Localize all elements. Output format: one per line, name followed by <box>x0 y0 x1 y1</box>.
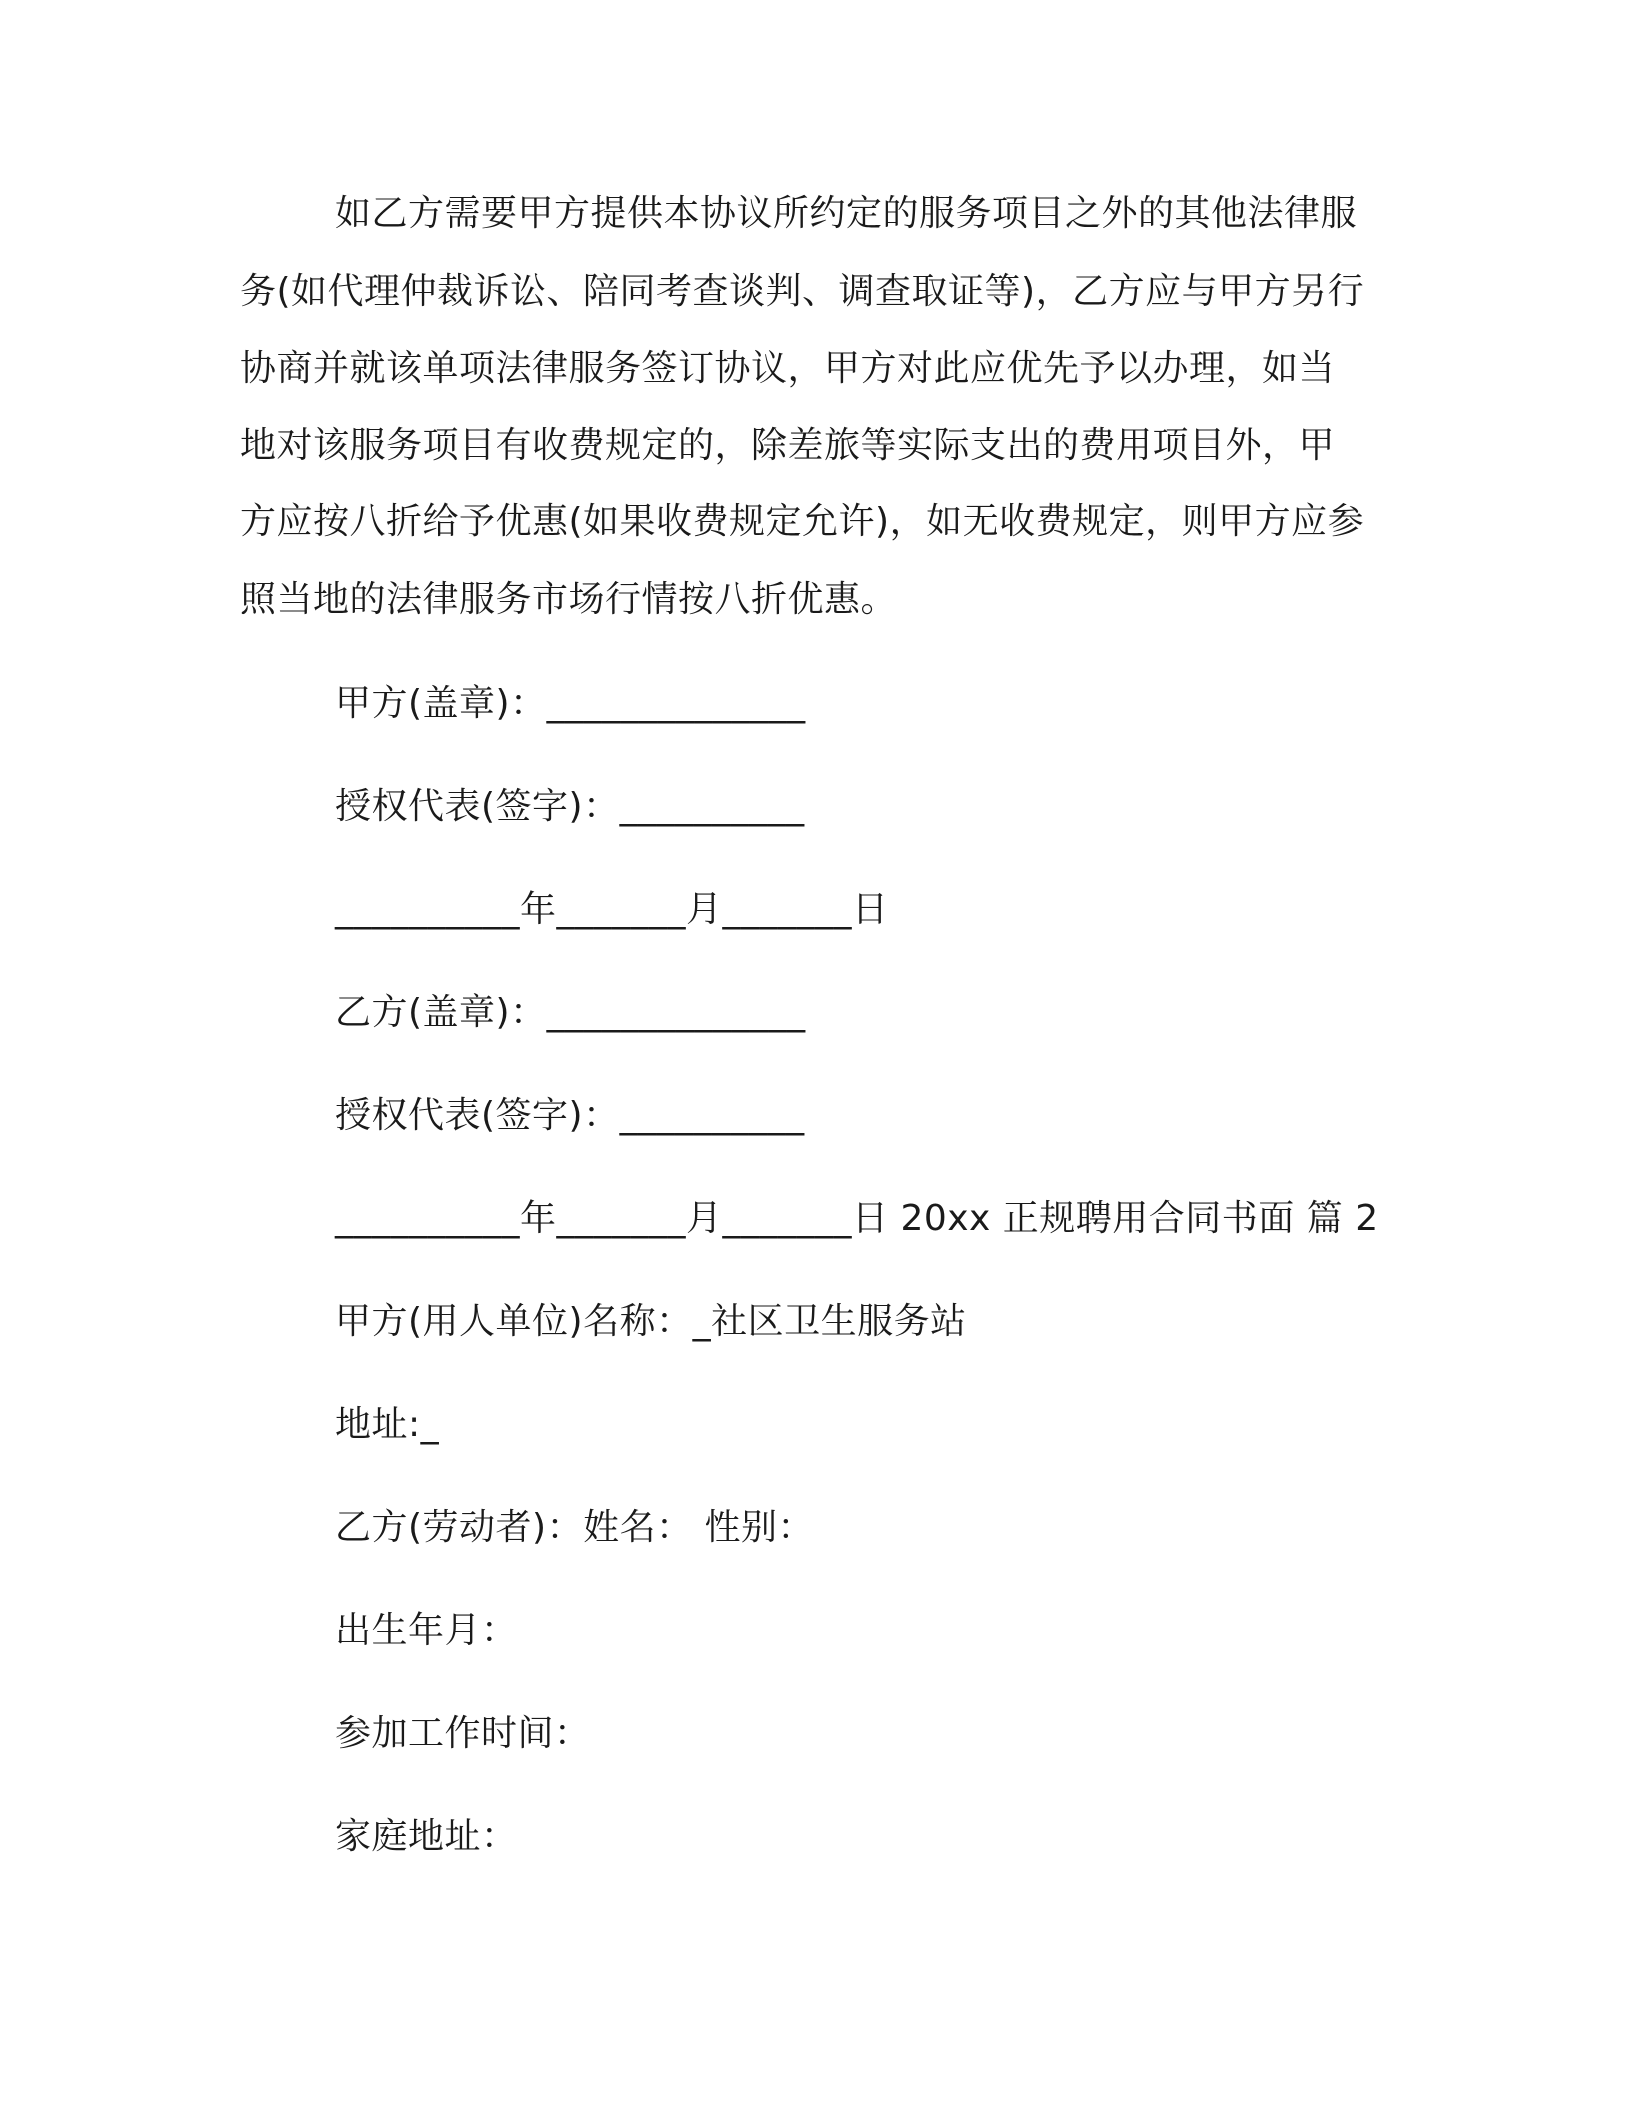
party-b-date-and-section-title: __________年_______月_______日 20xx 正规聘用合同书面 篇 2 <box>335 1198 1379 1239</box>
home-address-field: 家庭地址： <box>335 1816 518 1857</box>
party-a-date-field: __________年_______月_______日 <box>335 889 889 930</box>
employer-name-field: 甲方(用人单位)名称：_社区卫生服务站 <box>335 1301 967 1342</box>
paragraph-line-4: 地对该服务项目有收费规定的，除差旅等实际支出的费用项目外，甲 <box>240 425 1336 466</box>
birth-date-field: 出生年月： <box>335 1610 518 1651</box>
party-a-representative-field: 授权代表(签字)：__________ <box>335 786 805 827</box>
paragraph-line-1: 如乙方需要甲方提供本协议所约定的服务项目之外的其他法律服 <box>335 193 1358 234</box>
paragraph-line-5: 方应按八折给予优惠(如果收费规定允许)，如无收费规定，则甲方应参 <box>240 501 1365 542</box>
party-b-seal-field: 乙方(盖章)：______________ <box>335 992 806 1033</box>
work-start-time-field: 参加工作时间： <box>335 1713 591 1754</box>
address-field: 地址:_ <box>335 1404 440 1445</box>
employee-info-field: 乙方(劳动者)：姓名： 性别： <box>335 1507 815 1548</box>
party-b-representative-field: 授权代表(签字)：__________ <box>335 1095 805 1136</box>
party-a-seal-field: 甲方(盖章)：______________ <box>335 683 806 724</box>
paragraph-line-3: 协商并就该单项法律服务签订协议，甲方对此应优先予以办理，如当 <box>240 348 1336 389</box>
paragraph-line-2: 务(如代理仲裁诉讼、陪同考查谈判、调查取证等)，乙方应与甲方另行 <box>240 271 1365 312</box>
paragraph-line-6: 照当地的法律服务市场行情按八折优惠。 <box>240 579 898 620</box>
